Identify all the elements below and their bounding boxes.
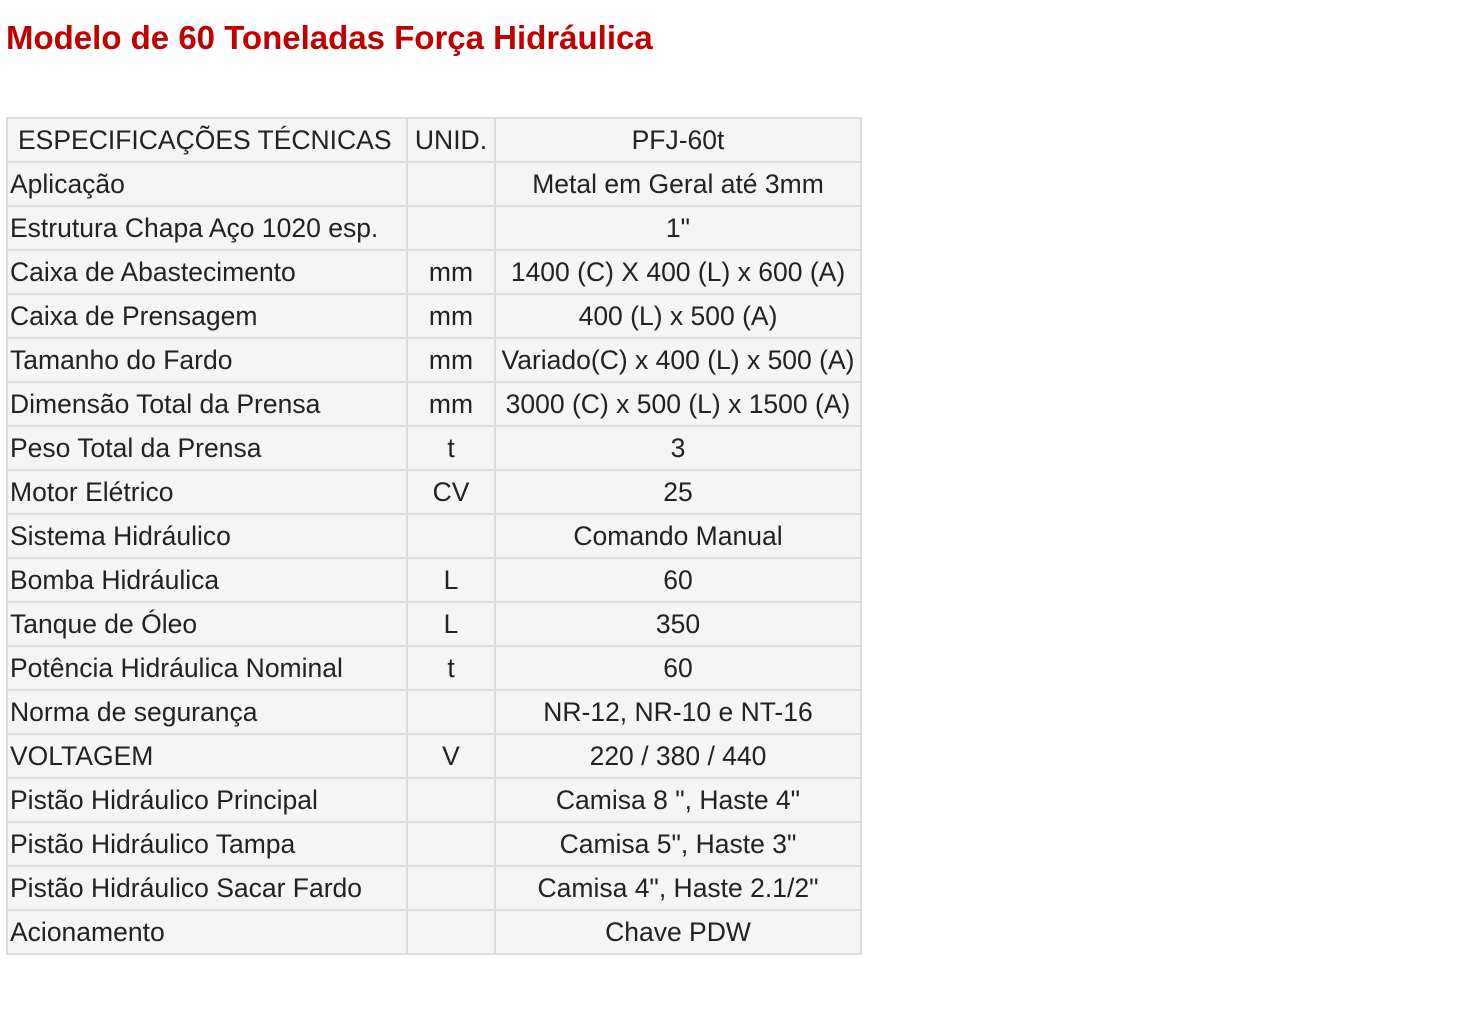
spec-unit-cell: mm (407, 382, 495, 426)
spec-unit-cell: mm (407, 294, 495, 338)
spec-unit-cell (407, 162, 495, 206)
spec-value-cell: 1400 (C) X 400 (L) x 600 (A) (495, 250, 861, 294)
spec-name-cell: Tamanho do Fardo (7, 338, 407, 382)
spec-name-cell: Dimensão Total da Prensa (7, 382, 407, 426)
spec-value-cell: 60 (495, 646, 861, 690)
spec-unit-cell (407, 822, 495, 866)
spec-unit-cell (407, 690, 495, 734)
spec-value-cell: 3 (495, 426, 861, 470)
spec-unit-cell: V (407, 734, 495, 778)
table-row (7, 910, 861, 954)
spec-name-cell: Estrutura Chapa Aço 1020 esp. (7, 206, 407, 250)
spec-value-cell: Variado(C) x 400 (L) x 500 (A) (495, 338, 861, 382)
table-row (7, 778, 861, 822)
table-row (7, 426, 861, 470)
spec-name-cell: VOLTAGEM (7, 734, 407, 778)
table-row (7, 294, 861, 338)
specifications-table-body (7, 118, 861, 954)
table-row (7, 250, 861, 294)
table-row (7, 382, 861, 426)
spec-value-cell: 220 / 380 / 440 (495, 734, 861, 778)
spec-unit-cell: CV (407, 470, 495, 514)
table-row (7, 558, 861, 602)
spec-unit-cell (407, 514, 495, 558)
spec-unit-cell (407, 910, 495, 954)
spec-name-cell: Motor Elétrico (7, 470, 407, 514)
table-row (7, 514, 861, 558)
table-row (7, 470, 861, 514)
spec-unit-cell: L (407, 558, 495, 602)
spec-name-cell: Pistão Hidráulico Tampa (7, 822, 407, 866)
spec-value-cell: 3000 (C) x 500 (L) x 1500 (A) (495, 382, 861, 426)
spec-value-cell: NR-12, NR-10 e NT-16 (495, 690, 861, 734)
table-row (7, 206, 861, 250)
spec-name-cell: Pistão Hidráulico Sacar Fardo (7, 866, 407, 910)
header-spec: ESPECIFICAÇÕES TÉCNICAS (7, 118, 407, 162)
spec-name-cell: Caixa de Prensagem (7, 294, 407, 338)
spec-unit-cell: L (407, 602, 495, 646)
table-row (7, 866, 861, 910)
spec-value-cell: Chave PDW (495, 910, 861, 954)
table-row (7, 602, 861, 646)
spec-name-cell: Peso Total da Prensa (7, 426, 407, 470)
table-row (7, 646, 861, 690)
table-row (7, 162, 861, 206)
spec-value-cell: 60 (495, 558, 861, 602)
table-row (7, 690, 861, 734)
spec-value-cell: 1" (495, 206, 861, 250)
specifications-table (6, 117, 862, 955)
spec-name-cell: Pistão Hidráulico Principal (7, 778, 407, 822)
spec-unit-cell: mm (407, 250, 495, 294)
table-row (7, 734, 861, 778)
spec-unit-cell: t (407, 646, 495, 690)
spec-unit-cell: mm (407, 338, 495, 382)
spec-value-cell: 400 (L) x 500 (A) (495, 294, 861, 338)
spec-value-cell: 25 (495, 470, 861, 514)
spec-unit-cell (407, 778, 495, 822)
spec-value-cell: Camisa 4", Haste 2.1/2" (495, 866, 861, 910)
spec-name-cell: Bomba Hidráulica (7, 558, 407, 602)
table-header-row (7, 118, 861, 162)
table-row (7, 822, 861, 866)
spec-name-cell: Aplicação (7, 162, 407, 206)
header-model: PFJ-60t (495, 118, 861, 162)
spec-name-cell: Sistema Hidráulico (7, 514, 407, 558)
spec-value-cell: Camisa 8 ", Haste 4" (495, 778, 861, 822)
spec-unit-cell: t (407, 426, 495, 470)
table-row (7, 338, 861, 382)
spec-unit-cell (407, 866, 495, 910)
spec-name-cell: Caixa de Abastecimento (7, 250, 407, 294)
header-unit: UNID. (407, 118, 495, 162)
spec-name-cell: Tanque de Óleo (7, 602, 407, 646)
spec-value-cell: 350 (495, 602, 861, 646)
spec-name-cell: Acionamento (7, 910, 407, 954)
spec-name-cell: Norma de segurança (7, 690, 407, 734)
spec-value-cell: Comando Manual (495, 514, 861, 558)
spec-unit-cell (407, 206, 495, 250)
spec-value-cell: Metal em Geral até 3mm (495, 162, 861, 206)
spec-value-cell: Camisa 5", Haste 3" (495, 822, 861, 866)
page-title: Modelo de 60 Toneladas Força Hidráulica (6, 19, 653, 56)
spec-name-cell: Potência Hidráulica Nominal (7, 646, 407, 690)
